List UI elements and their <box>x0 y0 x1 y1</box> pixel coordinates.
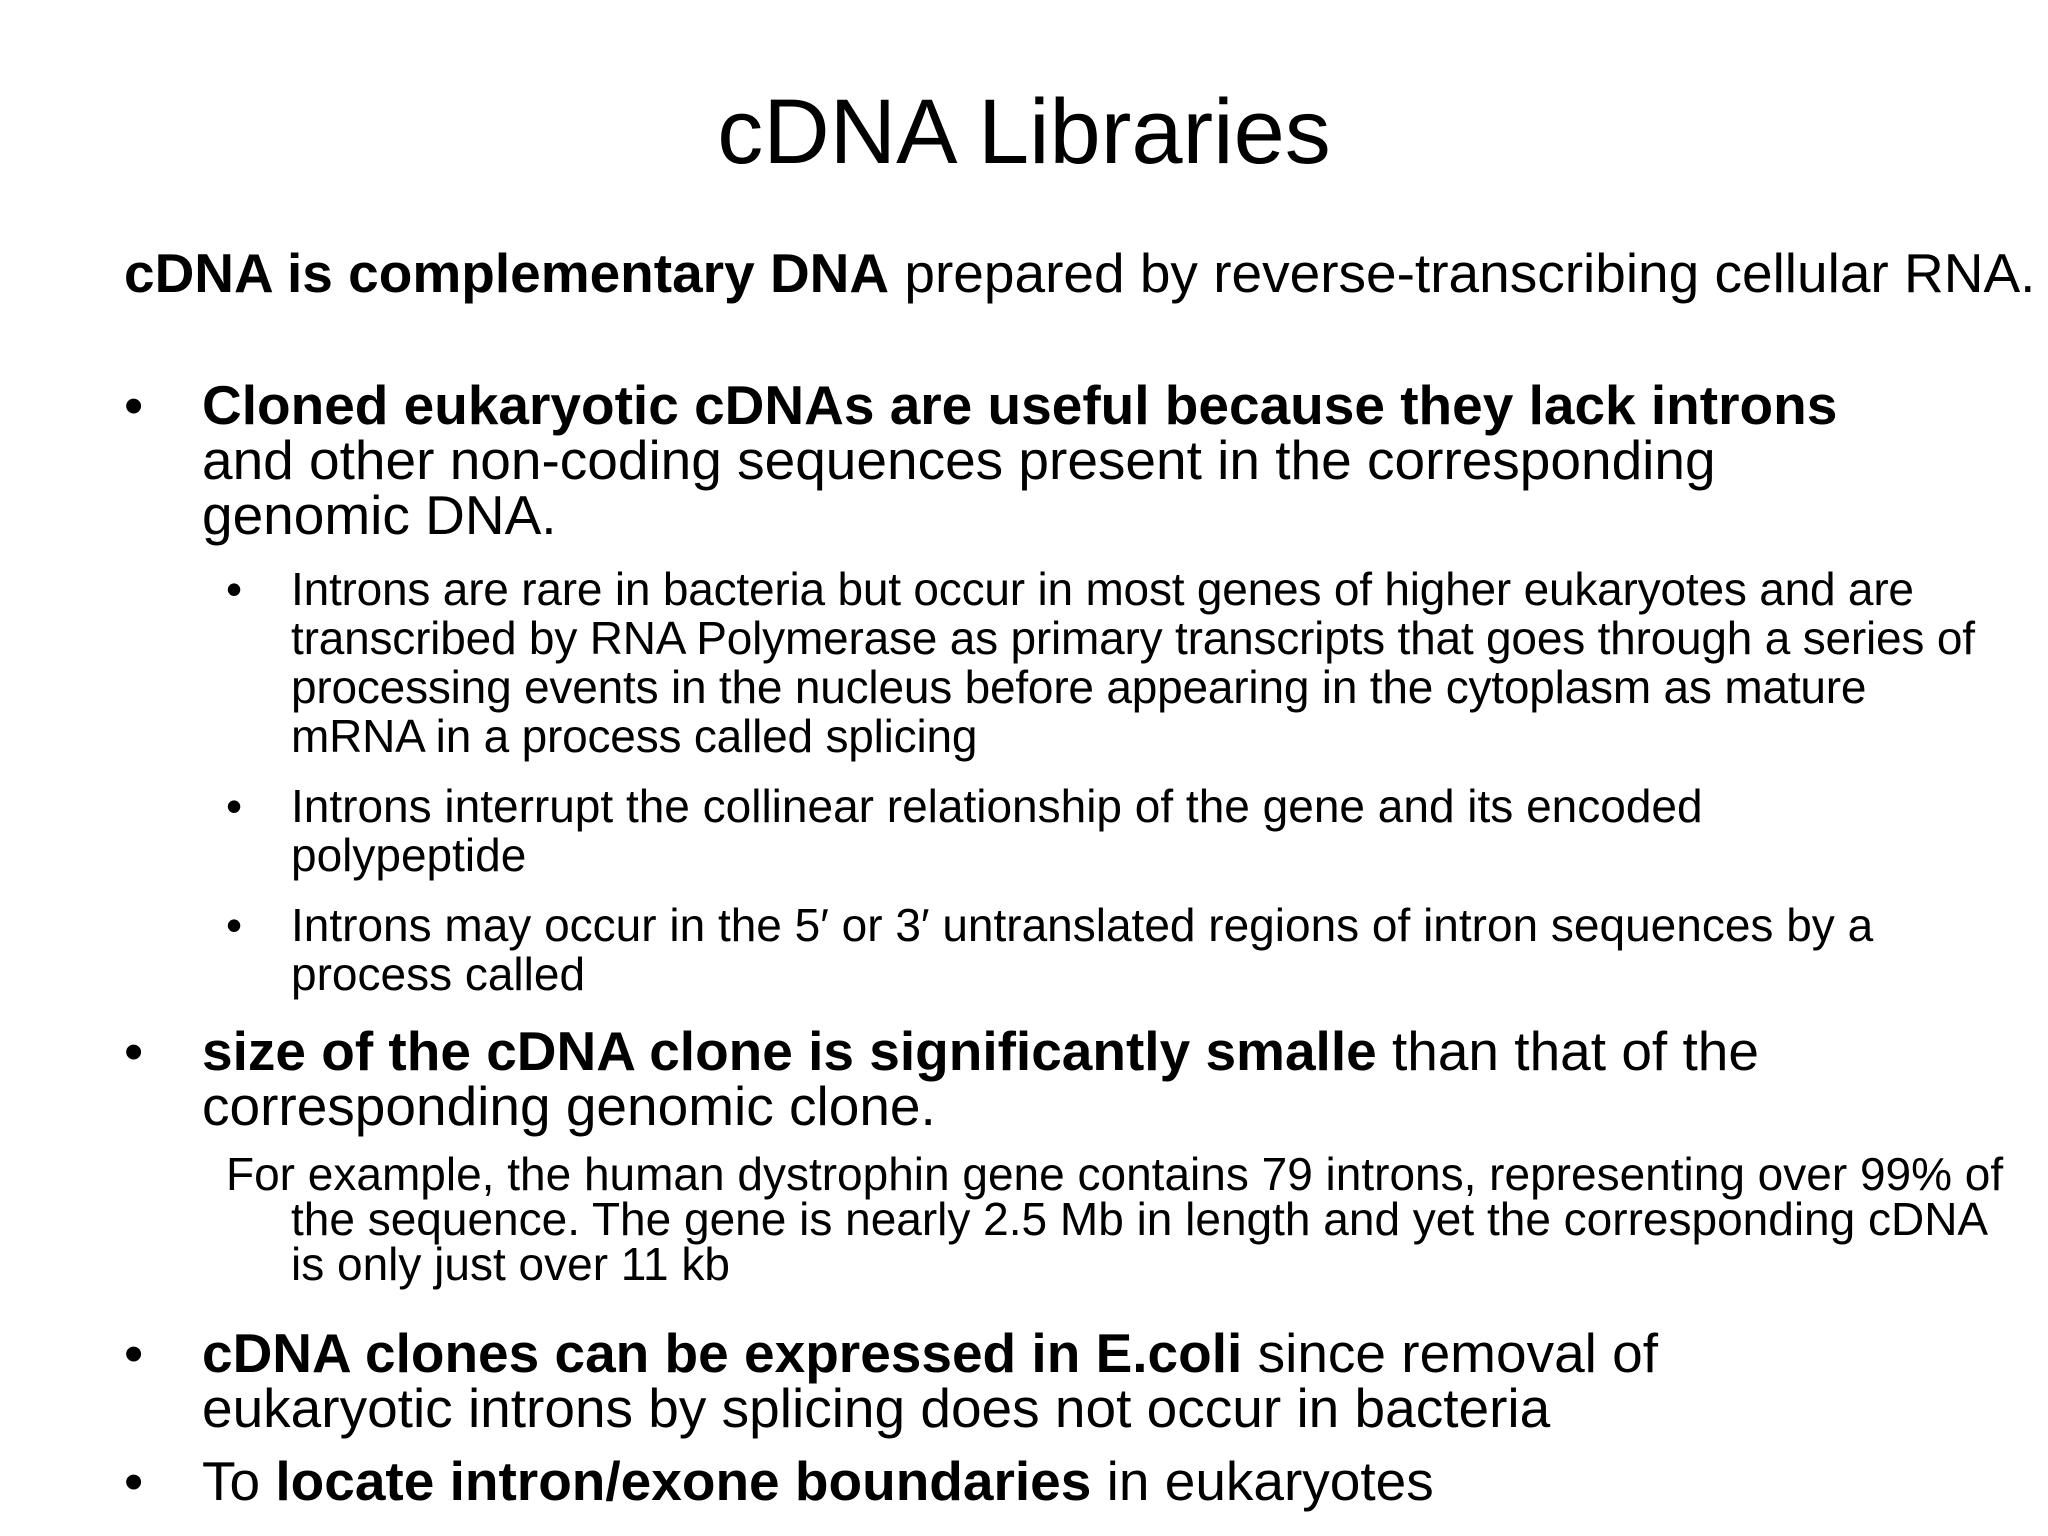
bullet-icon: • <box>124 374 144 436</box>
slide-title: cDNA Libraries <box>717 81 1331 183</box>
bullet-2-bold: size of the cDNA clone is significantly smalle <box>202 1020 1377 1082</box>
bullet-1-bold: Cloned eukaryotic cDNAs are useful because they lack introns <box>202 374 1838 436</box>
sub-bullet-text-2: Introns interrupt the collinear relationship of the gene and its encoded polypeptide <box>291 780 1703 881</box>
sub-bullet-text-1: Introns are rare in bacteria but occur in most genes of higher eukaryotes and are transcribed by RNA Polymerase as primary transcripts that goes through a series of processing events in the nucleus before appearing in the cytoplasm as mature mRNA in a process called splicing <box>291 563 1975 762</box>
bullet-text-3 <box>202 1322 1762 1439</box>
bullet-3-bold: cDNA clones can be expressed in E.coli <box>202 1322 1243 1384</box>
sub-bullet-text-3: Introns may occur in the 5′ or 3′ untranslated regions of intron sequences by a process called <box>291 899 1874 1000</box>
example-text: For example, the human dystrophin gene contains 79 introns, representing over 99% of the sequence. The gene is nearly 2.5 Mb in length and yet the corresponding cDNA is only just over 11 kb <box>226 1148 2004 1290</box>
bullet-icon: • <box>124 1322 144 1384</box>
example-paragraph <box>226 1148 2011 1290</box>
bullet-text-1 <box>202 374 1922 546</box>
bullet-3-rest: since removal of eukaryotic introns by splicing does not occur in bacteria <box>202 1322 1659 1439</box>
intro-paragraph <box>124 242 2042 304</box>
bullet-1-rest: and other non-coding sequences present in the corresponding genomic DNA. <box>202 429 1716 546</box>
intro-bold: cDNA is complementary DNA <box>124 242 890 304</box>
intro-rest: prepared by reverse-transcribing cellular RNA. <box>889 242 2036 304</box>
bullet-icon: • <box>124 1020 144 1082</box>
sub-bullet-icon: • <box>226 780 243 832</box>
bullet-4-rest: in eukaryotes <box>1091 1450 1434 1512</box>
sub-bullet-icon: • <box>226 563 243 615</box>
bullet-icon: • <box>124 1450 144 1512</box>
bullet-text-4 <box>202 1450 1902 1512</box>
bullet-2-rest: than that of the corresponding genomic clone. <box>202 1020 1759 1137</box>
bullet-4-pre: To <box>202 1450 276 1512</box>
bullet-4-bold: locate intron/exone boundaries <box>275 1450 1092 1512</box>
bullet-text-2 <box>202 1020 1842 1137</box>
sub-bullet-icon: • <box>226 899 243 951</box>
